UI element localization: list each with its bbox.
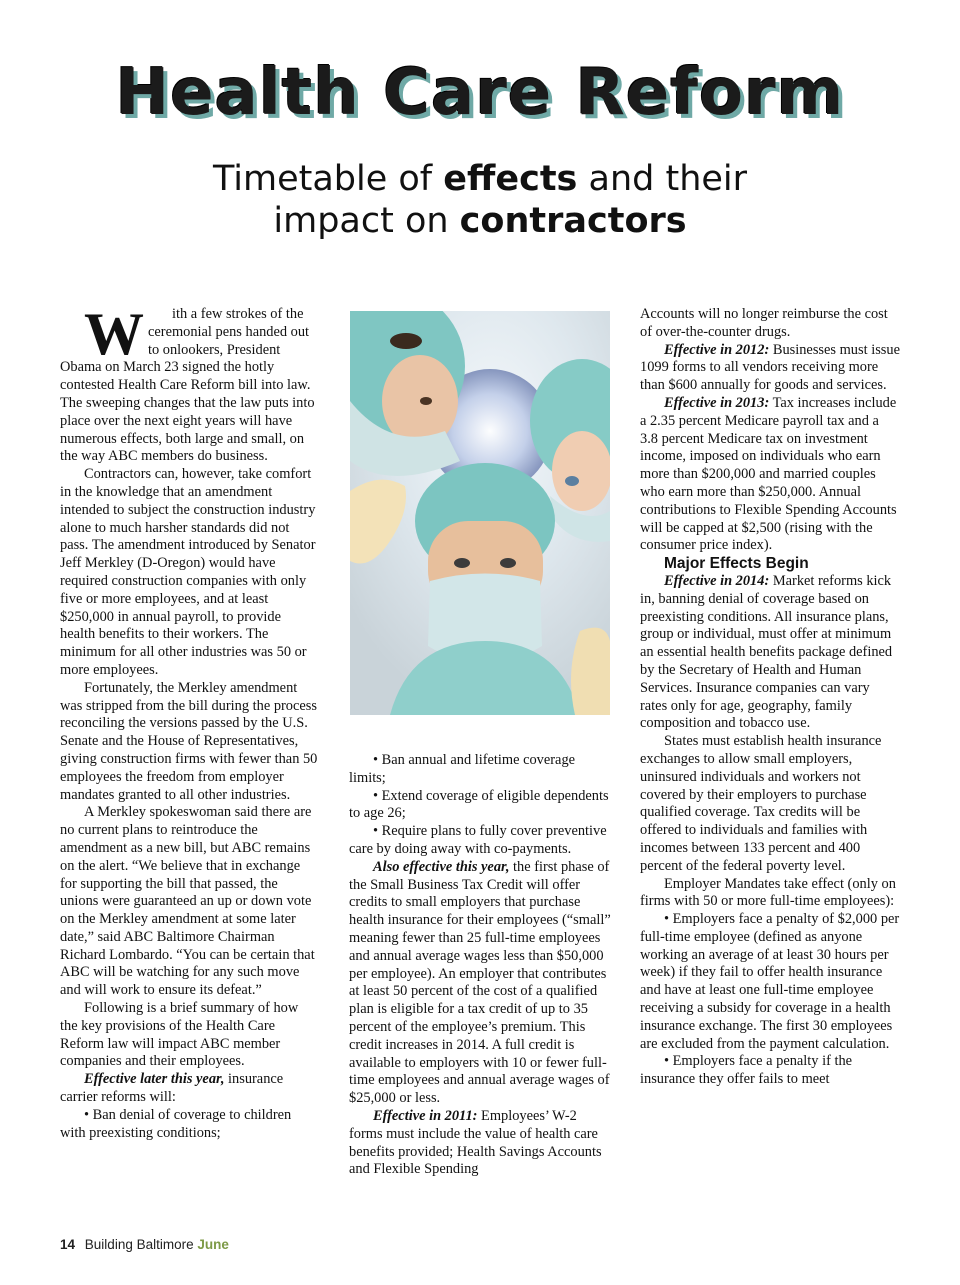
paragraph: Employer Mandates take effect (only on firms with 50 or more full-time employees): — [640, 875, 896, 910]
paragraph-text: insurance carrier reforms will: — [60, 1071, 284, 1106]
paragraph: Contractors can, however, take comfort in the knowledge that an amendment intended to subject the construction industry alone to much harsher standards did not pass. The amendment introduced by Senator Jeff Merkley (D-Oregon) would have required construction companies with only five or more employees, and at least $250,000 in annual payroll, to provide health benefits to their workers. The minimum for all other industries was 50 or more employees. — [60, 466, 316, 678]
paragraph: Fortunately, the Merkley amendment was stripped from the bill during the process reconciling the versions passed by the U.S. Senate and the House of Representatives, giving construction firms with fewer than 50 employees the freedom from employer mandates granted to all other industries. — [60, 679, 318, 803]
bullet-item: • Employers face a penalty of $2,000 per full-time employee (defined as anyone working an average of at least 30 hours per week) if they fail to offer health insurance and have at least one full-time employee receiving a subsidy for coverage in a health insurance exchange. The first 30 employees are excluded from the payment calculation. — [640, 911, 900, 1052]
paragraph-text: Tax increases include a 2.35 percent Medicare payroll tax and a 3.8 percent Medicare tax on investment income, imposed on individuals who earn more than $200,000 and married couples who earn more than $250,000. Annual contributions to Flexible Spending Accounts will be capped at $2,500 (rising with the consumer price index). — [640, 394, 897, 554]
paragraph-text: ith a few strokes of the ceremonial pens handed out to onlookers, President Obama on March 23 signed the hotly contested Health Care Reform bill into law. The sweeping changes that the law puts into place over the next eight years will have numerous effects, both large and small, on the way ABC members do business. — [60, 306, 315, 465]
publication-name: Building Baltimore — [84, 1237, 194, 1252]
subhead — [0, 158, 960, 242]
section-heading: Major Effects Begin — [664, 555, 809, 573]
bullet-item: • Require plans to fully cover preventive care by doing away with co-payments. — [349, 823, 607, 857]
subhead-line-1 — [0, 158, 960, 200]
issue-month: June — [197, 1237, 229, 1252]
page-number: 14 — [60, 1237, 76, 1252]
drop-cap: W — [84, 306, 144, 367]
column-1 — [60, 306, 318, 1216]
subhead-text: Timetable of — [212, 159, 444, 199]
paragraph — [349, 859, 611, 1108]
effective-date-lead: Effective in 2013: — [664, 394, 770, 411]
surgeons-illustration — [350, 311, 610, 715]
column-3 — [640, 306, 900, 1216]
effective-date-lead: Effective in 2011: — [373, 1107, 478, 1124]
effective-date-lead: Also effective this year, — [373, 858, 510, 875]
effective-date-lead: Effective in 2012: — [664, 341, 770, 358]
paragraph: Following is a brief summary of how the key provisions of the Health Care Reform law will impact ABC member companies and their employees. — [60, 1000, 299, 1070]
subhead-text: impact on — [273, 201, 460, 241]
paragraph — [640, 395, 900, 555]
paragraph-text: Employees’ W-2 forms must include the value of health care benefits provided; Health Savings Accounts and Flexible Spending — [349, 1107, 602, 1178]
paragraph: Accounts will no longer reimburse the cost of over-the-counter drugs. — [640, 306, 888, 340]
effective-date-lead: Effective in 2014: — [664, 572, 770, 589]
paragraph — [640, 342, 900, 395]
subhead-emphasis: effects — [443, 159, 578, 199]
bullet-item: • Extend coverage of eligible dependents to age 26; — [349, 787, 609, 822]
paragraph-text: the first phase of the Small Business Tax Credit will offer credits to small employers that purchase health insurance for their employees (“small” meaning fewer than 25 full-time employees and annual average wages less than $50,000 per employee). An employer that contributes at least 50 percent of the cost of a qualified plan is eligible for a tax credit of up to 35 percent of the employee’s premium. This credit increases in 2014. A full credit is available to employers with 10 or fewer full-time employees and annual average wages of $25,000 or less. — [349, 858, 611, 1107]
surgeons-photo — [350, 311, 610, 715]
intro-paragraph — [60, 306, 318, 466]
paragraph-text: Market reforms kick in, banning denial of coverage based on preexisting conditions. All insurance plans, group or individual, must offer at minimum an essential health benefits package defined by the Secretary of Health and Human Services. Insurance companies can vary rates only for age, geography, family composition and tobacco use. — [640, 572, 893, 732]
subhead-emphasis: contractors — [459, 201, 687, 241]
paragraph: A Merkley spokeswoman said there are no current plans to reintroduce the amendment as a new bill, but ABC remains on the alert. “We believe that in exchange for supporting the bill that passed, the unions were guaranteed an up or down vote on the Merkley amendment at some later date,” said ABC Baltimore Chairman Richard Lombardo. “You can be certain that ABC will be watching for any such move and will work to ensure its defeat.” — [60, 804, 315, 999]
subhead-text: and their — [577, 159, 748, 199]
paragraph — [60, 1071, 318, 1107]
subhead-line-2 — [0, 200, 960, 242]
bullet-item: • Ban denial of coverage to children with preexisting conditions; — [60, 1106, 292, 1141]
column-2 — [349, 752, 611, 1216]
paragraph — [640, 573, 900, 733]
bullet-item: • Employers face a penalty if the insurance they offer fails to meet — [640, 1053, 853, 1088]
paragraph: States must establish health insurance exchanges to allow small employers, uninsured individuals and workers not covered by their employers to purchase qualified coverage. Tax credits will be offered to individuals and families with incomes between 133 percent and 400 percent of the federal poverty level. — [640, 733, 882, 874]
headline: Health Care Reform — [115, 56, 845, 130]
page-footer — [60, 1237, 229, 1252]
paragraph — [349, 1108, 611, 1179]
effective-date-lead: Effective later this year, — [84, 1071, 225, 1088]
bullet-item: • Ban annual and lifetime coverage limits; — [349, 752, 576, 786]
paragraph-text: Businesses must issue 1099 forms to all vendors receiving more than $600 annually for goods and services. — [640, 341, 900, 394]
